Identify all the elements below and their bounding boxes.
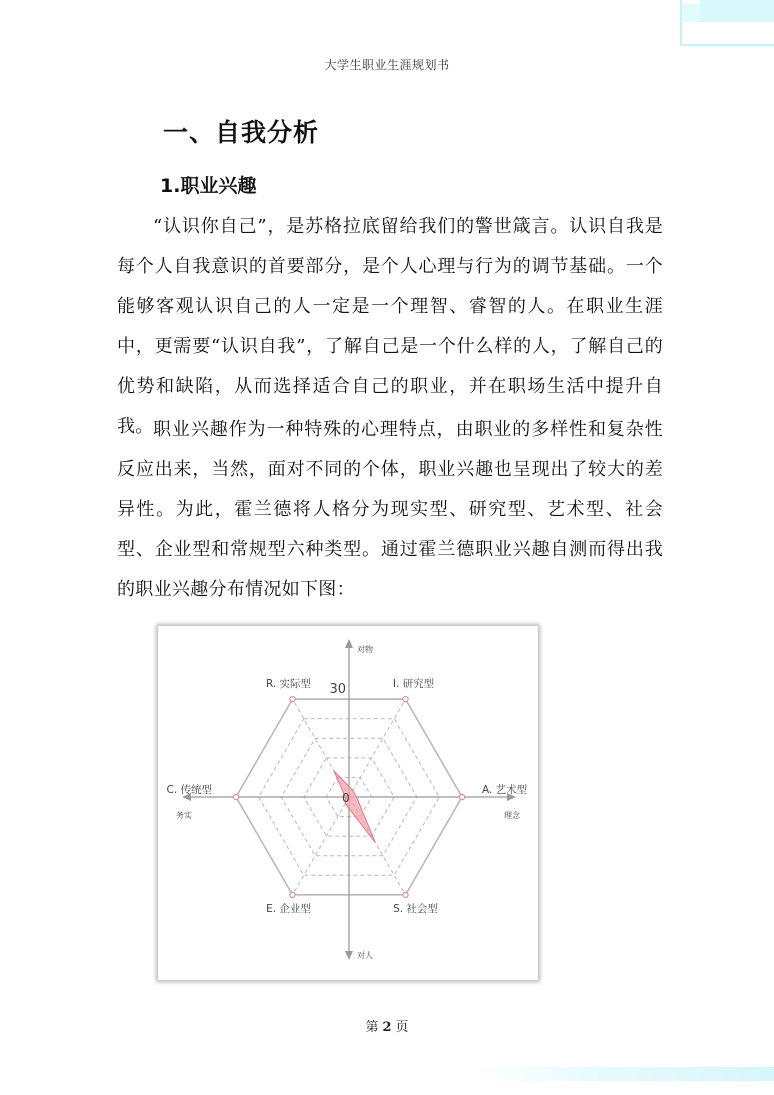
vertex-marker-2: [459, 794, 464, 799]
radar-chart-svg: [158, 626, 538, 980]
bottom-decoration: [470, 1067, 774, 1081]
category-label-1: I. 研究型: [392, 678, 435, 691]
tick-label-max: 30: [329, 682, 346, 697]
radar-data-polygon: [334, 771, 375, 843]
vertex-marker-3: [403, 892, 408, 897]
category-label-0: R. 实际型: [265, 678, 312, 691]
radar-spoke-4: [293, 797, 350, 895]
tick-label-zero: 0: [342, 791, 350, 805]
subsection-title: 1.职业兴趣: [160, 175, 257, 197]
corner-decoration: [680, 0, 774, 46]
page-header: 大学生职业生涯规划书: [324, 58, 450, 72]
vertex-marker-5: [233, 794, 238, 799]
vertical-axis-arrow-down: [345, 951, 353, 960]
axis-label-top: 对物: [357, 645, 373, 654]
axis-label-bottom: 对人: [357, 951, 373, 960]
category-label-4: E. 企业型: [266, 902, 311, 915]
category-label-5: C. 传统型: [166, 784, 212, 796]
axis-label-right: 理念: [504, 811, 520, 820]
corner-decoration-bar: [700, 0, 774, 22]
paragraph-2: 职业兴趣作为一种特殊的心理特点，由职业的多样性和复杂性反应出来，当然，面对不同的个体，职业兴趣也呈现出了较大的差异性。为此，霍兰德将人格分为现实型、研究型、艺术型、社会型、企业型和常规型六种类型。通过霍兰德职业兴趣自测而得出我的职业兴趣分布情况如下图：: [117, 419, 663, 600]
radar-spoke-1: [349, 699, 406, 797]
axis-label-left: 务实: [176, 811, 192, 820]
radar-chart: [158, 626, 538, 980]
page-number: 2: [382, 1020, 392, 1035]
footer-suffix: 页: [395, 1020, 409, 1035]
vertex-marker-4: [290, 892, 295, 897]
vertex-marker-0: [290, 697, 295, 702]
radar-labels: [166, 644, 527, 960]
vertex-marker-1: [403, 697, 408, 702]
paragraph-1: “认识你自己”，是苏格拉底留给我们的警世箴言。认识自我是每个人自我意识的首要部分，是个人心理与行为的调节基础。一个能够客观认识自己的人一定是一个理智、睿智的人。在职业生涯中，更需要“认识自我”，了解自己是一个什么样的人，了解自己的优势和缺陷，从而选择适合自己的职业，并在职场生活中提升自我。: [117, 216, 663, 437]
section-title: 一、自我分析: [163, 118, 320, 147]
vertical-axis-arrow-up: [345, 639, 353, 648]
footer-prefix: 第: [365, 1020, 379, 1035]
page-footer: [0, 1016, 774, 1035]
category-label-3: S. 社会型: [393, 902, 438, 915]
category-label-2: A. 艺术型: [482, 784, 528, 796]
radar-data-shape: [334, 771, 375, 843]
